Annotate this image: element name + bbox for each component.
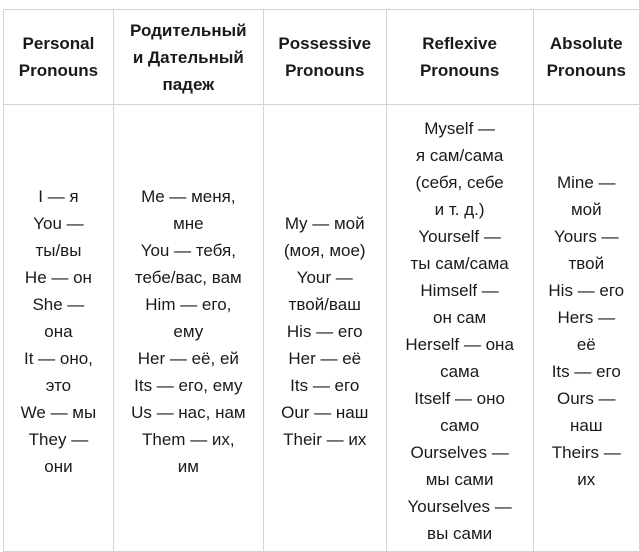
cell-line: Me — меня, (118, 183, 259, 210)
cell-line: It — оно, (8, 345, 109, 372)
cell-line: Mine — (538, 169, 635, 196)
cell-line: Its — его (538, 358, 635, 385)
header-genitive-dative-case (113, 10, 263, 105)
cell-line: My — мой (268, 210, 382, 237)
cell-line: наш (538, 412, 635, 439)
cell-reflexive-pronouns (386, 105, 533, 552)
cell-line: твой (538, 250, 635, 277)
cell-line: само (391, 412, 529, 439)
cell-line: Theirs — (538, 439, 635, 466)
cell-line: сама (391, 358, 529, 385)
cell-line: You — тебя, (118, 237, 259, 264)
cell-line: Herself — она (391, 331, 529, 358)
cell-line: вы сами (391, 520, 529, 547)
header-text: падеж (118, 71, 259, 98)
header-text: Pronouns (391, 57, 529, 84)
cell-line: Itself — оно (391, 385, 529, 412)
cell-line: She — (8, 291, 109, 318)
header-text: Pronouns (538, 57, 635, 84)
cell-line: Our — наш (268, 399, 382, 426)
header-text: и Дательный (118, 44, 259, 71)
table-row (4, 105, 639, 552)
header-possessive-pronouns (263, 10, 386, 105)
cell-line: Him — его, (118, 291, 259, 318)
cell-line: Its — его (268, 372, 382, 399)
header-text: Absolute (538, 30, 635, 57)
cell-line: Them — их, (118, 426, 259, 453)
cell-line: He — он (8, 264, 109, 291)
cell-line: ты/вы (8, 237, 109, 264)
cell-line: Yourself — (391, 223, 529, 250)
cell-line: тебе/вас, вам (118, 264, 259, 291)
cell-line: мне (118, 210, 259, 237)
cell-line: Ours — (538, 385, 635, 412)
cell-line: она (8, 318, 109, 345)
cell-line: Myself — (391, 115, 529, 142)
header-text: Possessive (268, 30, 382, 57)
cell-line: их (538, 466, 635, 493)
cell-possessive-pronouns (263, 105, 386, 552)
header-row (4, 10, 639, 105)
header-absolute-pronouns (533, 10, 639, 105)
cell-personal-pronouns (4, 105, 114, 552)
cell-line: They — (8, 426, 109, 453)
cell-line: Their — их (268, 426, 382, 453)
cell-line: We — мы (8, 399, 109, 426)
cell-line: твой/ваш (268, 291, 382, 318)
cell-line: Us — нас, нам (118, 399, 259, 426)
cell-line: это (8, 372, 109, 399)
cell-line: мой (538, 196, 635, 223)
cell-line: ты сам/сама (391, 250, 529, 277)
header-text: Pronouns (8, 57, 109, 84)
cell-line: Yours — (538, 223, 635, 250)
cell-line: Its — его, ему (118, 372, 259, 399)
cell-line: Her — её (268, 345, 382, 372)
header-text: Pronouns (268, 57, 382, 84)
cell-absolute-pronouns (533, 105, 639, 552)
header-personal-pronouns (4, 10, 114, 105)
cell-line: You — (8, 210, 109, 237)
cell-line: I — я (8, 183, 109, 210)
cell-line: её (538, 331, 635, 358)
cell-genitive-dative-case (113, 105, 263, 552)
cell-line: Himself — (391, 277, 529, 304)
cell-line: His — его (538, 277, 635, 304)
pronouns-table (3, 9, 639, 552)
cell-line: (моя, мое) (268, 237, 382, 264)
cell-line: (себя, себе (391, 169, 529, 196)
cell-line: Your — (268, 264, 382, 291)
cell-line: мы сами (391, 466, 529, 493)
cell-line: Her — её, ей (118, 345, 259, 372)
header-text: Reflexive (391, 30, 529, 57)
header-text: Personal (8, 30, 109, 57)
cell-line: Ourselves — (391, 439, 529, 466)
cell-line: His — его (268, 318, 382, 345)
cell-line: они (8, 453, 109, 480)
cell-line: Hers — (538, 304, 635, 331)
cell-line: он сам (391, 304, 529, 331)
header-text: Родительный (118, 17, 259, 44)
cell-line: я сам/сама (391, 142, 529, 169)
cell-line: Yourselves — (391, 493, 529, 520)
header-reflexive-pronouns (386, 10, 533, 105)
cell-line: и т. д.) (391, 196, 529, 223)
cell-line: ему (118, 318, 259, 345)
cell-line: им (118, 453, 259, 480)
